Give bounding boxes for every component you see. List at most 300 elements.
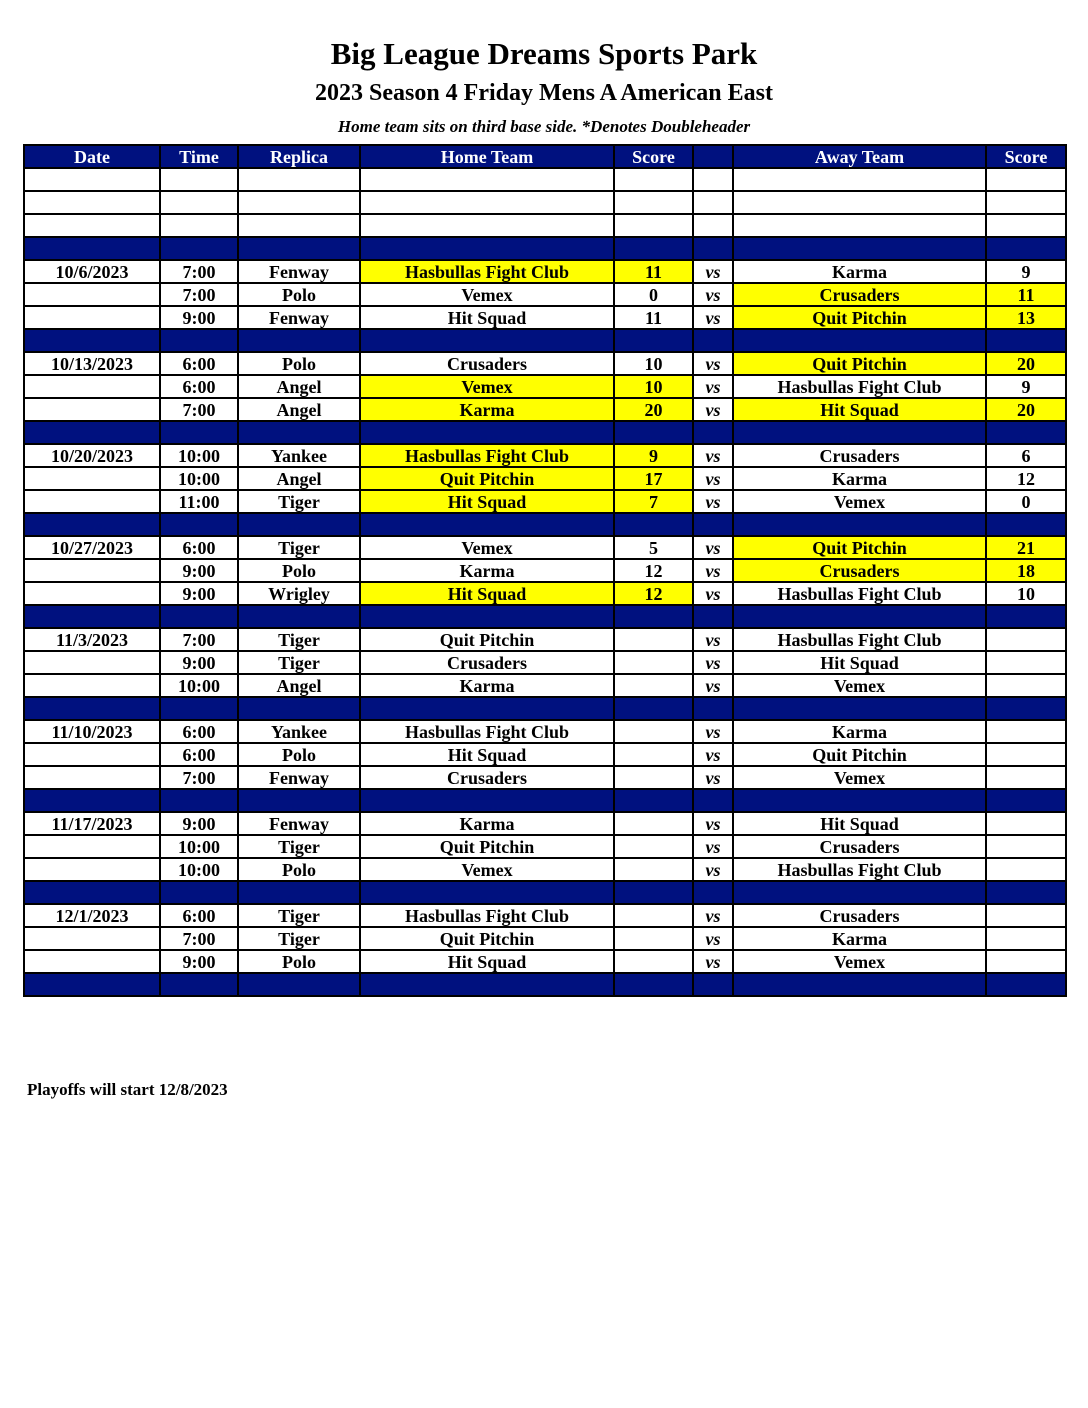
away-score-cell: 9 [986, 260, 1066, 283]
home-score-cell: 0 [614, 283, 693, 306]
time-cell: 6:00 [160, 904, 238, 927]
time-cell: 7:00 [160, 628, 238, 651]
vs-cell: vs [693, 260, 733, 283]
home-team-cell: Hit Squad [360, 490, 614, 513]
away-score-cell [986, 973, 1066, 996]
away-team-cell: Crusaders [733, 835, 986, 858]
away-score-cell [986, 720, 1066, 743]
vs-cell [693, 237, 733, 260]
replica-cell: Wrigley [238, 582, 360, 605]
date-cell [24, 421, 160, 444]
home-score-cell [614, 835, 693, 858]
date-cell [24, 674, 160, 697]
header-date: Date [24, 145, 160, 168]
replica-cell: Polo [238, 283, 360, 306]
away-score-cell: 20 [986, 398, 1066, 421]
replica-cell: Tiger [238, 536, 360, 559]
home-team-cell: Quit Pitchin [360, 467, 614, 490]
home-score-cell [614, 237, 693, 260]
date-cell: 10/20/2023 [24, 444, 160, 467]
away-score-cell [986, 789, 1066, 812]
home-score-cell [614, 927, 693, 950]
home-team-cell [360, 789, 614, 812]
home-team-cell [360, 329, 614, 352]
replica-cell: Tiger [238, 628, 360, 651]
replica-cell [238, 214, 360, 237]
date-cell [24, 214, 160, 237]
separator-row [24, 421, 1066, 444]
vs-cell [693, 191, 733, 214]
date-cell [24, 559, 160, 582]
header-home-team: Home Team [360, 145, 614, 168]
game-row [24, 743, 1066, 766]
game-row [24, 651, 1066, 674]
game-row [24, 536, 1066, 559]
date-cell [24, 651, 160, 674]
away-team-cell [733, 881, 986, 904]
time-cell: 9:00 [160, 651, 238, 674]
home-team-cell [360, 697, 614, 720]
time-cell: 9:00 [160, 582, 238, 605]
vs-cell [693, 513, 733, 536]
separator-row [24, 513, 1066, 536]
separator-row [24, 329, 1066, 352]
game-row [24, 628, 1066, 651]
away-team-cell: Vemex [733, 766, 986, 789]
time-cell: 7:00 [160, 260, 238, 283]
time-cell [160, 973, 238, 996]
game-row [24, 490, 1066, 513]
separator-row [24, 605, 1066, 628]
date-cell [24, 743, 160, 766]
away-score-cell [986, 605, 1066, 628]
away-score-cell [986, 812, 1066, 835]
home-score-cell [614, 628, 693, 651]
blank-row [24, 191, 1066, 214]
home-team-cell: Hasbullas Fight Club [360, 260, 614, 283]
vs-cell [693, 605, 733, 628]
away-team-cell [733, 605, 986, 628]
date-cell [24, 835, 160, 858]
vs-cell: vs [693, 559, 733, 582]
date-cell [24, 950, 160, 973]
date-cell [24, 927, 160, 950]
vs-cell [693, 881, 733, 904]
page-subtitle: 2023 Season 4 Friday Mens A American East [314, 80, 773, 106]
home-score-cell [614, 191, 693, 214]
home-team-cell: Vemex [360, 858, 614, 881]
away-team-cell: Vemex [733, 490, 986, 513]
home-team-cell: Vemex [360, 283, 614, 306]
away-score-cell [986, 214, 1066, 237]
home-score-cell: 10 [614, 352, 693, 375]
replica-cell [238, 329, 360, 352]
home-team-cell: Hit Squad [360, 950, 614, 973]
away-score-cell [986, 950, 1066, 973]
header-away-score: Score [986, 145, 1066, 168]
home-score-cell [614, 168, 693, 191]
away-team-cell [733, 697, 986, 720]
home-team-cell: Hit Squad [360, 582, 614, 605]
away-score-cell: 13 [986, 306, 1066, 329]
home-score-cell: 12 [614, 582, 693, 605]
home-team-cell: Hit Squad [360, 743, 614, 766]
home-score-cell [614, 743, 693, 766]
header-vs [693, 145, 733, 168]
date-cell: 11/3/2023 [24, 628, 160, 651]
replica-cell: Angel [238, 467, 360, 490]
away-team-cell: Karma [733, 927, 986, 950]
date-cell [24, 283, 160, 306]
date-cell [24, 973, 160, 996]
away-score-cell: 20 [986, 352, 1066, 375]
time-cell [160, 168, 238, 191]
doubleheader-note: Home team sits on third base side. *Denotes Doubleheader [337, 117, 751, 136]
time-cell: 10:00 [160, 858, 238, 881]
vs-cell [693, 697, 733, 720]
game-row [24, 260, 1066, 283]
home-score-cell: 12 [614, 559, 693, 582]
date-cell [24, 881, 160, 904]
away-score-cell [986, 881, 1066, 904]
away-team-cell: Quit Pitchin [733, 352, 986, 375]
away-score-cell [986, 674, 1066, 697]
home-team-cell: Karma [360, 812, 614, 835]
away-team-cell [733, 191, 986, 214]
home-team-cell: Karma [360, 559, 614, 582]
home-score-cell [614, 881, 693, 904]
playoffs-note: Playoffs will start 12/8/2023 [27, 1080, 228, 1099]
home-team-cell [360, 168, 614, 191]
home-team-cell [360, 513, 614, 536]
home-team-cell [360, 421, 614, 444]
away-team-cell: Hasbullas Fight Club [733, 858, 986, 881]
vs-cell: vs [693, 674, 733, 697]
home-score-cell [614, 950, 693, 973]
vs-cell: vs [693, 306, 733, 329]
replica-cell [238, 605, 360, 628]
home-team-cell [360, 214, 614, 237]
home-score-cell [614, 766, 693, 789]
away-team-cell [733, 513, 986, 536]
home-team-cell: Vemex [360, 375, 614, 398]
date-cell [24, 168, 160, 191]
game-row [24, 444, 1066, 467]
home-score-cell: 20 [614, 398, 693, 421]
replica-cell: Polo [238, 559, 360, 582]
date-cell: 10/13/2023 [24, 352, 160, 375]
away-team-cell [733, 168, 986, 191]
time-cell: 10:00 [160, 835, 238, 858]
vs-cell: vs [693, 490, 733, 513]
game-row [24, 674, 1066, 697]
home-team-cell: Hasbullas Fight Club [360, 904, 614, 927]
away-score-cell [986, 904, 1066, 927]
date-cell [24, 490, 160, 513]
replica-cell: Fenway [238, 260, 360, 283]
away-score-cell: 0 [986, 490, 1066, 513]
away-score-cell [986, 168, 1066, 191]
home-team-cell [360, 191, 614, 214]
separator-row [24, 237, 1066, 260]
date-cell [24, 697, 160, 720]
replica-cell: Polo [238, 950, 360, 973]
time-cell: 7:00 [160, 398, 238, 421]
date-cell: 12/1/2023 [24, 904, 160, 927]
time-cell [160, 191, 238, 214]
game-row [24, 766, 1066, 789]
header-away-team: Away Team [733, 145, 986, 168]
away-score-cell [986, 237, 1066, 260]
replica-cell [238, 191, 360, 214]
time-cell: 6:00 [160, 375, 238, 398]
vs-cell: vs [693, 375, 733, 398]
away-team-cell: Quit Pitchin [733, 306, 986, 329]
away-score-cell [986, 835, 1066, 858]
home-score-cell: 11 [614, 260, 693, 283]
replica-cell: Fenway [238, 766, 360, 789]
replica-cell: Yankee [238, 444, 360, 467]
away-score-cell [986, 697, 1066, 720]
time-cell [160, 697, 238, 720]
date-cell: 10/27/2023 [24, 536, 160, 559]
date-cell [24, 398, 160, 421]
away-team-cell: Vemex [733, 950, 986, 973]
date-cell [24, 858, 160, 881]
replica-cell [238, 789, 360, 812]
away-score-cell: 9 [986, 375, 1066, 398]
home-score-cell [614, 513, 693, 536]
home-score-cell [614, 605, 693, 628]
date-cell: 11/17/2023 [24, 812, 160, 835]
away-team-cell: Crusaders [733, 559, 986, 582]
away-score-cell [986, 628, 1066, 651]
time-cell: 10:00 [160, 444, 238, 467]
home-score-cell: 7 [614, 490, 693, 513]
home-team-cell: Hasbullas Fight Club [360, 444, 614, 467]
date-cell: 10/6/2023 [24, 260, 160, 283]
home-team-cell [360, 237, 614, 260]
home-team-cell: Quit Pitchin [360, 927, 614, 950]
game-row [24, 950, 1066, 973]
page-title: Big League Dreams Sports Park [330, 36, 758, 71]
schedule-body [24, 168, 1066, 996]
date-cell [24, 191, 160, 214]
time-cell [160, 605, 238, 628]
away-score-cell [986, 743, 1066, 766]
home-score-cell: 11 [614, 306, 693, 329]
date-cell [24, 306, 160, 329]
home-score-cell [614, 421, 693, 444]
vs-cell: vs [693, 628, 733, 651]
home-team-cell: Crusaders [360, 651, 614, 674]
home-team-cell [360, 605, 614, 628]
game-row [24, 398, 1066, 421]
away-team-cell: Crusaders [733, 904, 986, 927]
home-team-cell [360, 973, 614, 996]
time-cell: 9:00 [160, 812, 238, 835]
time-cell: 6:00 [160, 352, 238, 375]
home-score-cell [614, 674, 693, 697]
home-team-cell: Karma [360, 674, 614, 697]
away-score-cell: 11 [986, 283, 1066, 306]
schedule-table [23, 144, 1067, 997]
vs-cell: vs [693, 467, 733, 490]
away-team-cell [733, 973, 986, 996]
date-cell [24, 766, 160, 789]
date-cell [24, 605, 160, 628]
time-cell: 9:00 [160, 559, 238, 582]
home-score-cell [614, 973, 693, 996]
away-score-cell: 21 [986, 536, 1066, 559]
time-cell: 6:00 [160, 720, 238, 743]
separator-row [24, 973, 1066, 996]
replica-cell: Polo [238, 858, 360, 881]
away-team-cell: Quit Pitchin [733, 743, 986, 766]
vs-cell: vs [693, 743, 733, 766]
vs-cell: vs [693, 283, 733, 306]
replica-cell: Polo [238, 352, 360, 375]
replica-cell: Fenway [238, 812, 360, 835]
vs-cell: vs [693, 536, 733, 559]
time-cell [160, 421, 238, 444]
game-row [24, 927, 1066, 950]
replica-cell: Yankee [238, 720, 360, 743]
vs-cell [693, 973, 733, 996]
header-row [24, 145, 1066, 168]
away-team-cell: Hit Squad [733, 812, 986, 835]
date-cell [24, 513, 160, 536]
time-cell: 6:00 [160, 743, 238, 766]
replica-cell: Angel [238, 398, 360, 421]
game-row [24, 582, 1066, 605]
away-team-cell: Hasbullas Fight Club [733, 375, 986, 398]
time-cell: 6:00 [160, 536, 238, 559]
home-score-cell: 10 [614, 375, 693, 398]
date-cell [24, 582, 160, 605]
game-row [24, 720, 1066, 743]
time-cell: 7:00 [160, 927, 238, 950]
replica-cell: Tiger [238, 904, 360, 927]
game-row [24, 352, 1066, 375]
replica-cell [238, 168, 360, 191]
header-home-score: Score [614, 145, 693, 168]
home-score-cell [614, 651, 693, 674]
game-row [24, 283, 1066, 306]
vs-cell: vs [693, 927, 733, 950]
time-cell: 9:00 [160, 950, 238, 973]
replica-cell [238, 513, 360, 536]
away-score-cell [986, 191, 1066, 214]
home-score-cell [614, 329, 693, 352]
replica-cell: Angel [238, 674, 360, 697]
vs-cell: vs [693, 352, 733, 375]
time-cell [160, 881, 238, 904]
replica-cell [238, 973, 360, 996]
vs-cell [693, 789, 733, 812]
home-team-cell: Hit Squad [360, 306, 614, 329]
game-row [24, 812, 1066, 835]
time-cell: 7:00 [160, 766, 238, 789]
replica-cell: Polo [238, 743, 360, 766]
separator-row [24, 789, 1066, 812]
vs-cell: vs [693, 444, 733, 467]
away-team-cell: Hit Squad [733, 651, 986, 674]
game-row [24, 467, 1066, 490]
home-score-cell [614, 904, 693, 927]
home-score-cell [614, 214, 693, 237]
away-score-cell [986, 927, 1066, 950]
away-team-cell: Karma [733, 467, 986, 490]
date-cell [24, 329, 160, 352]
vs-cell: vs [693, 720, 733, 743]
home-score-cell [614, 789, 693, 812]
home-score-cell: 17 [614, 467, 693, 490]
home-score-cell [614, 697, 693, 720]
away-score-cell: 12 [986, 467, 1066, 490]
game-row [24, 306, 1066, 329]
away-team-cell [733, 237, 986, 260]
home-score-cell: 9 [614, 444, 693, 467]
game-row [24, 375, 1066, 398]
away-team-cell: Hasbullas Fight Club [733, 582, 986, 605]
vs-cell: vs [693, 582, 733, 605]
time-cell [160, 329, 238, 352]
vs-cell [693, 421, 733, 444]
vs-cell [693, 329, 733, 352]
away-score-cell [986, 329, 1066, 352]
replica-cell: Angel [238, 375, 360, 398]
time-cell: 9:00 [160, 306, 238, 329]
game-row [24, 904, 1066, 927]
away-score-cell: 6 [986, 444, 1066, 467]
home-team-cell: Crusaders [360, 766, 614, 789]
date-cell [24, 789, 160, 812]
header-replica: Replica [238, 145, 360, 168]
away-team-cell: Hit Squad [733, 398, 986, 421]
replica-cell: Tiger [238, 651, 360, 674]
time-cell [160, 513, 238, 536]
game-row [24, 858, 1066, 881]
blank-row [24, 168, 1066, 191]
away-score-cell: 18 [986, 559, 1066, 582]
away-score-cell: 10 [986, 582, 1066, 605]
blank-row [24, 214, 1066, 237]
time-cell [160, 214, 238, 237]
away-team-cell: Vemex [733, 674, 986, 697]
away-team-cell: Hasbullas Fight Club [733, 628, 986, 651]
game-row [24, 835, 1066, 858]
away-team-cell: Karma [733, 260, 986, 283]
time-cell: 7:00 [160, 283, 238, 306]
away-score-cell [986, 651, 1066, 674]
game-row [24, 559, 1066, 582]
home-team-cell: Quit Pitchin [360, 835, 614, 858]
vs-cell [693, 214, 733, 237]
away-score-cell [986, 421, 1066, 444]
away-team-cell [733, 789, 986, 812]
replica-cell: Tiger [238, 927, 360, 950]
vs-cell: vs [693, 812, 733, 835]
vs-cell: vs [693, 835, 733, 858]
header-time: Time [160, 145, 238, 168]
away-score-cell [986, 858, 1066, 881]
time-cell: 10:00 [160, 467, 238, 490]
away-team-cell: Karma [733, 720, 986, 743]
vs-cell: vs [693, 651, 733, 674]
away-team-cell [733, 421, 986, 444]
time-cell [160, 237, 238, 260]
